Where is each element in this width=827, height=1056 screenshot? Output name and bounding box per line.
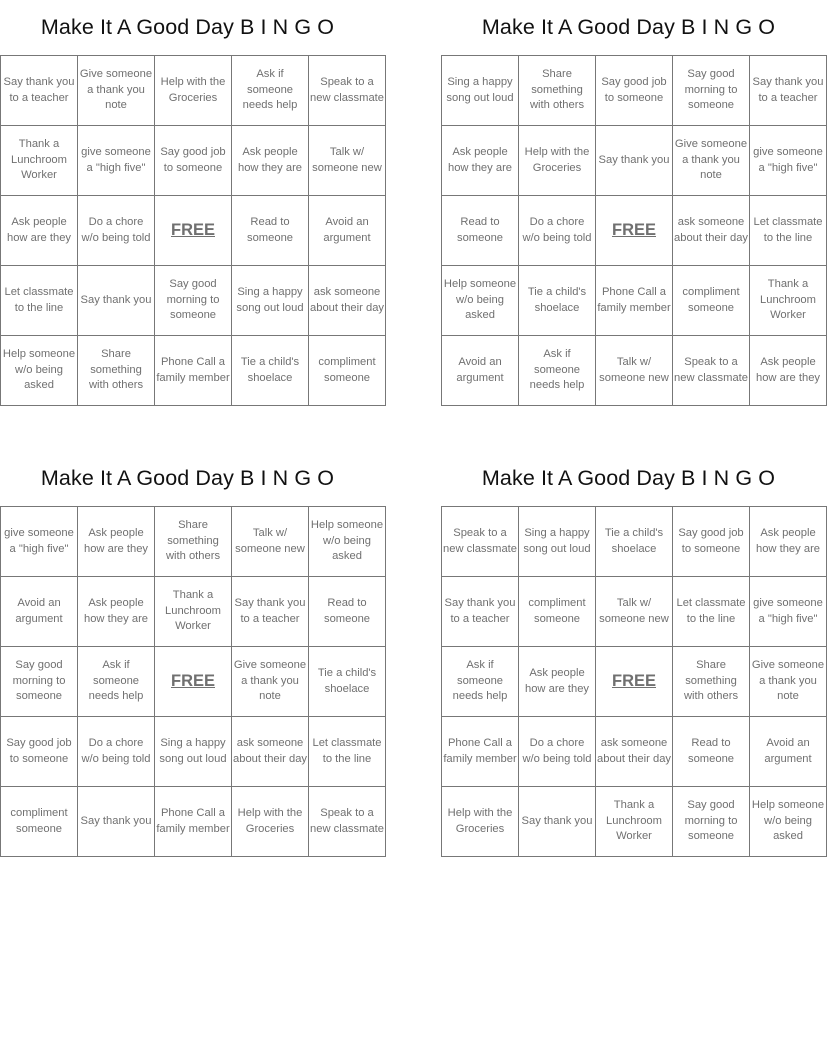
grid-cell: Say thank you (78, 787, 155, 857)
grid-cell: Help with the Groceries (442, 787, 519, 857)
grid-cell: Say thank you to a teacher (442, 577, 519, 647)
grid-row (442, 196, 827, 266)
grid-cell: Thank a Lunchroom Worker (750, 266, 827, 336)
grid-cell: Ask people how are they (519, 647, 596, 717)
grid-row (1, 336, 386, 406)
grid-cell: Talk w/ someone new (309, 126, 386, 196)
grid-cell: Sing a happy song out loud (442, 56, 519, 126)
free-space-cell: FREE (596, 647, 673, 717)
grid-row (442, 787, 827, 857)
grid-cell: compliment someone (1, 787, 78, 857)
grid-cell: Give someone a thank you note (750, 647, 827, 717)
grid-cell: Say thank you (596, 126, 673, 196)
grid-row (442, 126, 827, 196)
grid-cell: Phone Call a family member (442, 717, 519, 787)
grid-cell: Say good job to someone (673, 507, 750, 577)
grid-cell: ask someone about their day (673, 196, 750, 266)
grid-cell: give someone a "high five" (750, 126, 827, 196)
free-space-cell: FREE (155, 196, 232, 266)
grid-cell: Ask people how they are (232, 126, 309, 196)
grid-cell: Avoid an argument (750, 717, 827, 787)
grid-cell: Phone Call a family member (596, 266, 673, 336)
grid-cell: Ask people how they are (442, 126, 519, 196)
bingo-grid (0, 506, 386, 857)
grid-row (442, 717, 827, 787)
grid-cell: Tie a child's shoelace (232, 336, 309, 406)
grid-cell: compliment someone (309, 336, 386, 406)
card-title: Make It A Good Day B I N G O (40, 15, 335, 39)
bingo-grid (441, 55, 827, 406)
card-title: Make It A Good Day B I N G O (40, 466, 335, 490)
grid-cell: compliment someone (673, 266, 750, 336)
grid-cell: Do a chore w/o being told (519, 196, 596, 266)
grid-row (442, 577, 827, 647)
grid-cell: Say good morning to someone (155, 266, 232, 336)
grid-cell: Ask if someone needs help (519, 336, 596, 406)
grid-row (1, 126, 386, 196)
grid-cell: Help someone w/o being asked (309, 507, 386, 577)
grid-cell: ask someone about their day (596, 717, 673, 787)
grid-cell: Give someone a thank you note (232, 647, 309, 717)
grid-cell: give someone a "high five" (78, 126, 155, 196)
grid-cell: Ask people how are they (78, 507, 155, 577)
grid-cell: Say thank you (78, 266, 155, 336)
grid-cell: Help someone w/o being asked (750, 787, 827, 857)
grid-row (1, 266, 386, 336)
grid-cell: Help with the Groceries (155, 56, 232, 126)
grid-cell: Say good job to someone (155, 126, 232, 196)
grid-cell: Talk w/ someone new (596, 577, 673, 647)
free-space-cell: FREE (155, 647, 232, 717)
grid-cell: Avoid an argument (442, 336, 519, 406)
grid-cell: Tie a child's shoelace (519, 266, 596, 336)
grid-cell: Give someone a thank you note (78, 56, 155, 126)
grid-cell: Say thank you to a teacher (1, 56, 78, 126)
grid-row (442, 336, 827, 406)
grid-cell: Sing a happy song out loud (519, 507, 596, 577)
bingo-card-2 (441, 0, 824, 406)
grid-cell: Read to someone (232, 196, 309, 266)
card-title: Make It A Good Day B I N G O (481, 15, 776, 39)
grid-cell: Phone Call a family member (155, 787, 232, 857)
grid-row (442, 647, 827, 717)
grid-cell: Speak to a new classmate (673, 336, 750, 406)
grid-cell: Thank a Lunchroom Worker (596, 787, 673, 857)
grid-cell: compliment someone (519, 577, 596, 647)
grid-cell: Speak to a new classmate (309, 787, 386, 857)
grid-row (1, 507, 386, 577)
grid-cell: Thank a Lunchroom Worker (155, 577, 232, 647)
grid-cell: Thank a Lunchroom Worker (1, 126, 78, 196)
grid-cell: Ask if someone needs help (232, 56, 309, 126)
grid-row (1, 717, 386, 787)
grid-row (1, 577, 386, 647)
grid-cell: Say thank you (519, 787, 596, 857)
bingo-grid (0, 55, 386, 406)
grid-row (1, 56, 386, 126)
grid-cell: Read to someone (442, 196, 519, 266)
grid-cell: Say good morning to someone (1, 647, 78, 717)
bingo-card-4 (441, 451, 825, 857)
grid-cell: Share something with others (673, 647, 750, 717)
grid-cell: Help someone w/o being asked (1, 336, 78, 406)
grid-cell: give someone a "high five" (1, 507, 78, 577)
grid-cell: Sing a happy song out loud (155, 717, 232, 787)
grid-cell: Say thank you to a teacher (750, 56, 827, 126)
grid-cell: Help someone w/o being asked (442, 266, 519, 336)
grid-cell: Ask if someone needs help (78, 647, 155, 717)
grid-cell: Talk w/ someone new (596, 336, 673, 406)
grid-cell: Do a chore w/o being told (519, 717, 596, 787)
grid-cell: Avoid an argument (309, 196, 386, 266)
grid-cell: Help with the Groceries (519, 126, 596, 196)
grid-cell: Ask if someone needs help (442, 647, 519, 717)
grid-cell: Do a chore w/o being told (78, 196, 155, 266)
grid-cell: Ask people how they are (78, 577, 155, 647)
grid-cell: Avoid an argument (1, 577, 78, 647)
grid-cell: Help with the Groceries (232, 787, 309, 857)
grid-cell: Talk w/ someone new (232, 507, 309, 577)
grid-cell: Phone Call a family member (155, 336, 232, 406)
grid-cell: Say good morning to someone (673, 787, 750, 857)
grid-cell: ask someone about their day (309, 266, 386, 336)
grid-cell: Do a chore w/o being told (78, 717, 155, 787)
grid-cell: Say good job to someone (596, 56, 673, 126)
grid-cell: Ask people how they are (750, 507, 827, 577)
free-space-cell: FREE (596, 196, 673, 266)
grid-cell: Share something with others (78, 336, 155, 406)
bingo-card-1 (0, 0, 385, 406)
grid-cell: ask someone about their day (232, 717, 309, 787)
grid-row (442, 266, 827, 336)
grid-cell: Let classmate to the line (1, 266, 78, 336)
grid-cell: Tie a child's shoelace (309, 647, 386, 717)
grid-cell: Sing a happy song out loud (232, 266, 309, 336)
grid-row (1, 196, 386, 266)
grid-cell: Speak to a new classmate (309, 56, 386, 126)
grid-cell: Say thank you to a teacher (232, 577, 309, 647)
card-title: Make It A Good Day B I N G O (481, 466, 776, 490)
grid-row (1, 647, 386, 717)
bingo-grid (441, 506, 827, 857)
grid-cell: give someone a "high five" (750, 577, 827, 647)
grid-cell: Speak to a new classmate (442, 507, 519, 577)
grid-cell: Let classmate to the line (673, 577, 750, 647)
grid-cell: Tie a child's shoelace (596, 507, 673, 577)
grid-row (442, 507, 827, 577)
grid-cell: Ask people how are they (750, 336, 827, 406)
grid-cell: Read to someone (309, 577, 386, 647)
grid-cell: Share something with others (519, 56, 596, 126)
grid-cell: Let classmate to the line (750, 196, 827, 266)
grid-cell: Let classmate to the line (309, 717, 386, 787)
grid-cell: Say good morning to someone (673, 56, 750, 126)
grid-cell: Give someone a thank you note (673, 126, 750, 196)
grid-cell: Say good job to someone (1, 717, 78, 787)
bingo-card-3 (0, 451, 384, 857)
grid-cell: Read to someone (673, 717, 750, 787)
grid-cell: Ask people how are they (1, 196, 78, 266)
grid-row (442, 56, 827, 126)
grid-row (1, 787, 386, 857)
grid-cell: Share something with others (155, 507, 232, 577)
